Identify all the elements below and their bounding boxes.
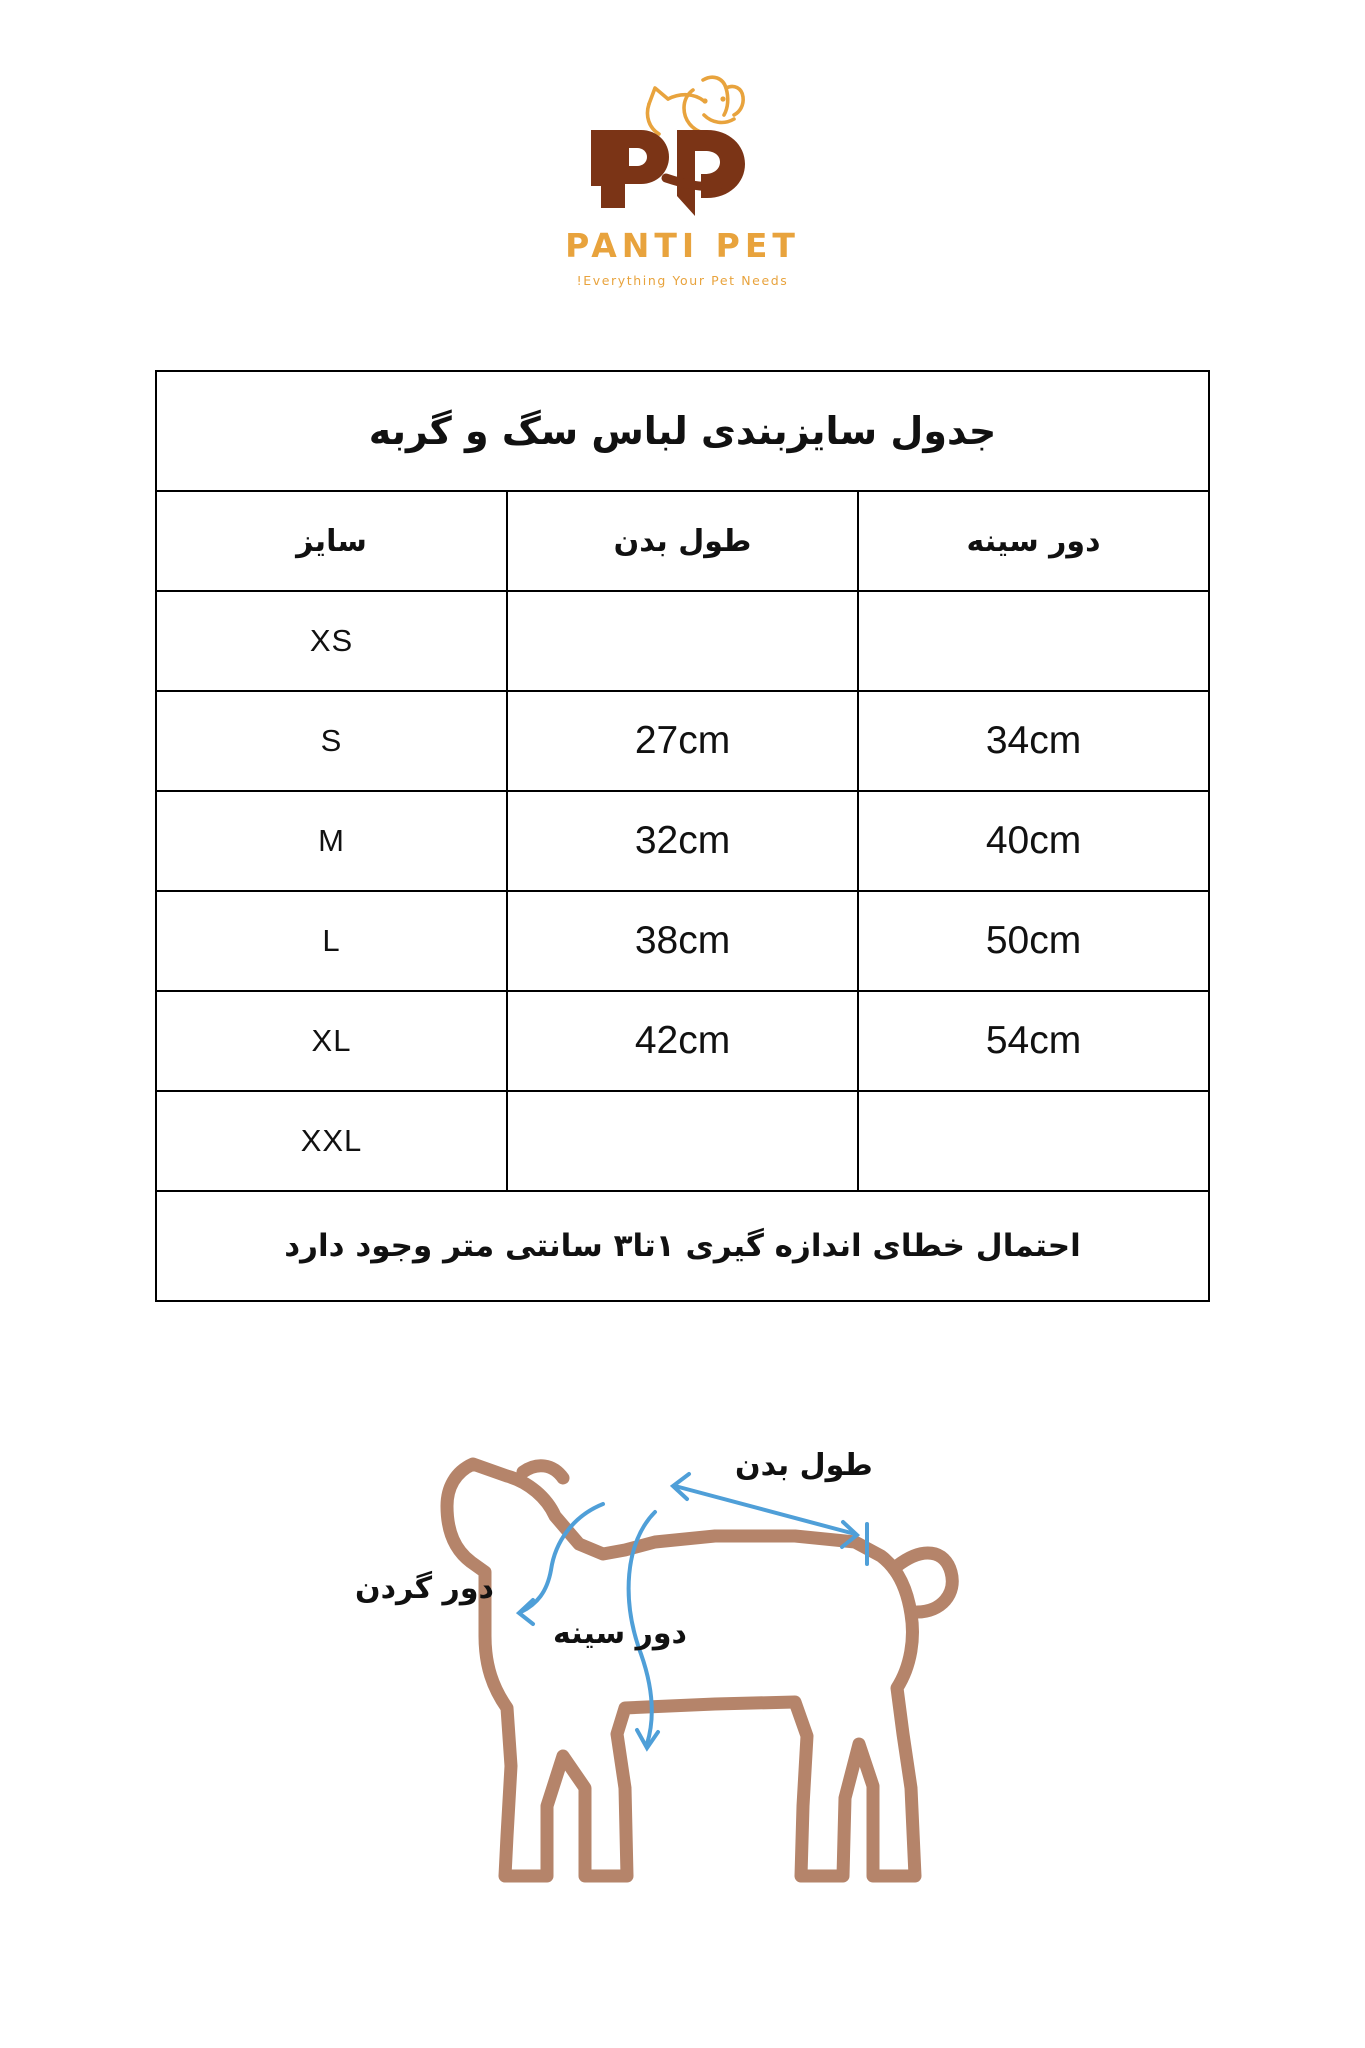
cell-chest: 50cm: [858, 891, 1209, 991]
label-neck-girth: دور گردن: [355, 1571, 494, 1606]
brand-name: PANTI PET: [565, 226, 800, 265]
cell-size: L: [156, 891, 507, 991]
cell-chest: [858, 1091, 1209, 1191]
cell-size: XXL: [156, 1091, 507, 1191]
label-chest-girth: دور سینه: [553, 1616, 687, 1651]
cell-length: [507, 591, 858, 691]
label-body-length: طول بدن: [735, 1448, 873, 1483]
cell-length: 42cm: [507, 991, 858, 1091]
cell-length: 38cm: [507, 891, 858, 991]
cell-size: XL: [156, 991, 507, 1091]
cell-chest: 34cm: [858, 691, 1209, 791]
measurement-note: احتمال خطای اندازه گیری ۱تا۳ سانتی متر وجود دارد: [156, 1191, 1209, 1301]
column-header-size: سایز: [156, 491, 507, 591]
table-row: [156, 791, 1209, 891]
cell-chest: 40cm: [858, 791, 1209, 891]
brand-tagline: Everything Your Pet Needs!: [576, 273, 789, 288]
body-length-arrow: [675, 1486, 855, 1534]
cell-chest: [858, 591, 1209, 691]
table-row: [156, 991, 1209, 1091]
cell-size: M: [156, 791, 507, 891]
table-header-row: [156, 491, 1209, 591]
brand-logo: [473, 70, 893, 288]
table-title: جدول سایزبندی لباس سگ و گربه: [156, 371, 1209, 491]
cell-size: XS: [156, 591, 507, 691]
table-row: [156, 691, 1209, 791]
table-row: [156, 591, 1209, 691]
cell-length: 32cm: [507, 791, 858, 891]
table-row: [156, 1091, 1209, 1191]
column-header-chest: دور سینه: [858, 491, 1209, 591]
table-row: [156, 891, 1209, 991]
dog-cat-monogram-icon: [553, 70, 813, 220]
column-header-length: طول بدن: [507, 491, 858, 591]
cell-length: 27cm: [507, 691, 858, 791]
table-note-row: [156, 1191, 1209, 1301]
cell-size: S: [156, 691, 507, 791]
cell-length: [507, 1091, 858, 1191]
cell-chest: 54cm: [858, 991, 1209, 1091]
size-table: [155, 370, 1210, 1302]
measurement-diagram: [155, 1336, 1210, 1936]
table-title-row: [156, 371, 1209, 491]
